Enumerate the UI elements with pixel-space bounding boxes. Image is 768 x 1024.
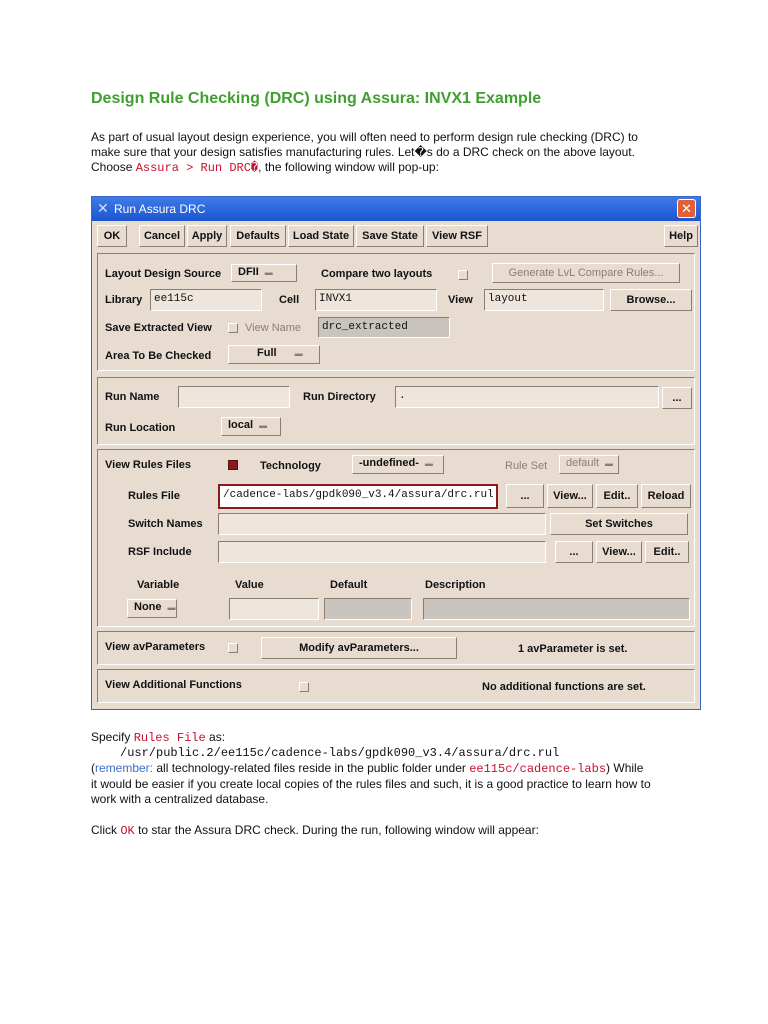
rules-path: /usr/public.2/ee115c/cadence-labs/gpdk090_v3.4/assura/drc.rul — [120, 746, 560, 760]
variable-header: Variable — [137, 579, 180, 591]
save-extracted-view-label: Save Extracted View — [105, 322, 212, 334]
button-label: Edit.. — [603, 490, 631, 502]
compare-two-layouts-checkbox[interactable] — [458, 270, 468, 280]
close-icon: ✕ — [681, 201, 692, 216]
run-directory-label: Run Directory — [303, 391, 376, 403]
intro-text: , the following window will pop-up: — [258, 160, 439, 174]
dropdown-value: DFII — [238, 266, 259, 278]
view-additional-functions-label: View Additional Functions — [105, 679, 242, 691]
app-icon: ✕ — [97, 200, 109, 216]
run-directory-browse-button[interactable] — [662, 387, 692, 409]
button-label: View... — [553, 490, 587, 502]
run-name-label: Run Name — [105, 391, 160, 403]
switch-names-field[interactable] — [218, 513, 546, 535]
chevron-down-icon: ▬ — [167, 602, 176, 612]
button-label: Cancel — [143, 230, 181, 242]
dropdown-value: -undefined- — [359, 457, 419, 469]
button-label: OK — [103, 230, 121, 242]
button-label: ... — [520, 490, 530, 502]
inline-code: OK — [120, 824, 135, 838]
defaults-button[interactable] — [230, 225, 286, 247]
value-header: Value — [235, 579, 264, 591]
variable-dropdown[interactable] — [127, 599, 177, 618]
load-state-button[interactable] — [288, 225, 354, 247]
additional-functions-status: No additional functions are set. — [482, 681, 646, 693]
remember-paragraph — [91, 761, 651, 807]
button-label: Save State — [362, 230, 418, 242]
rules-file-edit-button[interactable] — [596, 484, 638, 508]
inline-code: Rules File — [133, 731, 206, 745]
button-label: Defaults — [236, 230, 280, 242]
button-label: ... — [672, 392, 682, 404]
remember-line: work with a centralized database. — [91, 792, 269, 806]
intro-paragraph — [91, 130, 638, 176]
intro-text: Choose — [91, 160, 136, 174]
intro-line: As part of usual layout design experience, you will often need to perform design rule checking (DRC) to — [91, 130, 638, 144]
cell-label: Cell — [279, 294, 300, 306]
modify-avparameters-button[interactable] — [261, 637, 457, 659]
technology-dropdown[interactable] — [352, 455, 444, 474]
button-label: Modify avParameters... — [299, 642, 419, 654]
remember-word: remember: — [95, 761, 154, 775]
remember-line: it would be easier if you create local copies of the rules files and such, it is a good practice to learn how to — [91, 777, 651, 791]
rsf-include-browse-button[interactable] — [555, 541, 593, 563]
rsf-include-edit-button[interactable] — [645, 541, 689, 563]
rule-set-label: Rule Set — [505, 460, 548, 472]
button-label: ... — [569, 546, 579, 558]
description-header: Description — [425, 579, 486, 591]
apply-button[interactable] — [187, 225, 227, 247]
body-text: as: — [205, 730, 226, 744]
view-avparameters-checkbox[interactable] — [228, 643, 238, 653]
run-name-field[interactable] — [178, 386, 290, 408]
rules-file-browse-button[interactable] — [506, 484, 544, 508]
button-label: Help — [669, 230, 693, 242]
variable-value-field[interactable] — [229, 598, 319, 620]
body-text: Specify — [91, 730, 134, 744]
compare-two-layouts-label: Compare two layouts — [321, 268, 433, 280]
rsf-include-field[interactable] — [218, 541, 546, 563]
button-label: Reload — [647, 490, 685, 502]
view-label: View — [448, 294, 473, 306]
library-label: Library — [105, 294, 143, 306]
body-text: ) While — [606, 761, 644, 775]
dropdown-value: None — [134, 601, 162, 613]
rules-file-reload-button[interactable] — [641, 484, 691, 508]
default-header: Default — [330, 579, 368, 591]
button-label: Browse... — [626, 294, 676, 306]
view-additional-functions-checkbox[interactable] — [299, 682, 309, 692]
chevron-down-icon: ▬ — [294, 348, 303, 358]
rules-file-view-button[interactable] — [547, 484, 593, 508]
remember-line — [91, 761, 651, 777]
button-label: View RSF — [432, 230, 482, 242]
rules-file-label: Rules File — [128, 490, 180, 502]
chevron-down-icon: ▬ — [605, 458, 614, 468]
layout-design-source-dropdown[interactable] — [231, 264, 297, 282]
rules-file-field[interactable]: /cadence-labs/gpdk090_v3.4/assura/drc.rul — [218, 484, 498, 509]
body-text: ( — [91, 761, 95, 775]
area-to-be-checked-dropdown[interactable] — [228, 345, 320, 364]
intro-line: make sure that your design satisfies manufacturing rules. Let�s do a DRC check on the above layout. — [91, 145, 635, 159]
button-label: Generate LvL Compare Rules... — [508, 267, 664, 279]
area-to-be-checked-label: Area To Be Checked — [105, 350, 212, 362]
chevron-down-icon: ▬ — [424, 458, 433, 468]
cell-field[interactable]: INVX1 — [315, 289, 437, 311]
run-directory-field[interactable]: . — [395, 386, 659, 408]
view-name-label: View Name — [245, 322, 302, 334]
variable-default-field — [324, 598, 412, 620]
button-label: Edit.. — [653, 546, 681, 558]
view-avparameters-label: View avParameters — [105, 641, 206, 653]
save-state-button[interactable] — [356, 225, 424, 247]
cancel-button[interactable] — [139, 225, 185, 247]
rsf-include-view-button[interactable] — [596, 541, 642, 563]
intro-line — [91, 160, 638, 176]
chevron-down-icon: ▬ — [259, 420, 268, 430]
dropdown-value: default — [566, 457, 600, 469]
body-text: Click — [91, 823, 121, 837]
button-label: Apply — [191, 230, 223, 242]
view-rules-files-checkbox[interactable] — [228, 460, 238, 470]
view-field[interactable]: layout — [484, 289, 604, 311]
dropdown-value: local — [228, 419, 254, 431]
body-text: to star the Assura DRC check. During the run, following window will appear: — [134, 823, 539, 837]
generate-lvl-compare-rules-button[interactable] — [492, 263, 680, 283]
title-bar[interactable] — [92, 197, 700, 221]
technology-label: Technology — [260, 460, 321, 472]
help-button[interactable] — [664, 225, 698, 247]
avparameter-status: 1 avParameter is set. — [518, 643, 628, 655]
chevron-down-icon: ▬ — [264, 267, 273, 277]
view-rsf-button[interactable] — [426, 225, 488, 247]
set-switches-button[interactable] — [550, 513, 688, 535]
button-label: Set Switches — [585, 518, 653, 530]
variable-description-field — [423, 598, 690, 620]
view-name-field[interactable]: drc_extracted — [318, 317, 450, 338]
rsf-include-label: RSF Include — [128, 546, 192, 558]
browse-button[interactable] — [610, 289, 692, 311]
dropdown-value: Full — [257, 347, 277, 359]
close-button[interactable] — [677, 199, 696, 218]
view-rules-files-label: View Rules Files — [105, 459, 192, 471]
menu-path: Assura > Run DRC� — [135, 161, 259, 175]
library-field[interactable]: ee115c — [150, 289, 262, 311]
run-location-label: Run Location — [105, 422, 176, 434]
layout-design-source-label: Layout Design Source — [105, 268, 222, 280]
inline-code: ee115c/cadence-labs — [469, 762, 607, 776]
ok-button[interactable] — [97, 225, 127, 247]
click-ok-line — [91, 823, 539, 839]
rule-set-dropdown[interactable] — [559, 455, 619, 474]
button-label: Load State — [292, 230, 350, 242]
window-title: Run Assura DRC — [114, 202, 206, 216]
specify-line — [91, 730, 225, 746]
run-location-dropdown[interactable] — [221, 417, 281, 436]
button-label: View... — [602, 546, 636, 558]
body-text: all technology-related files reside in the public folder under — [153, 761, 470, 775]
switch-names-label: Switch Names — [128, 518, 203, 530]
save-extracted-view-checkbox[interactable] — [228, 323, 238, 333]
run-assura-drc-window — [91, 196, 701, 710]
page-title: Design Rule Checking (DRC) using Assura: INVX1 Example — [91, 90, 542, 107]
